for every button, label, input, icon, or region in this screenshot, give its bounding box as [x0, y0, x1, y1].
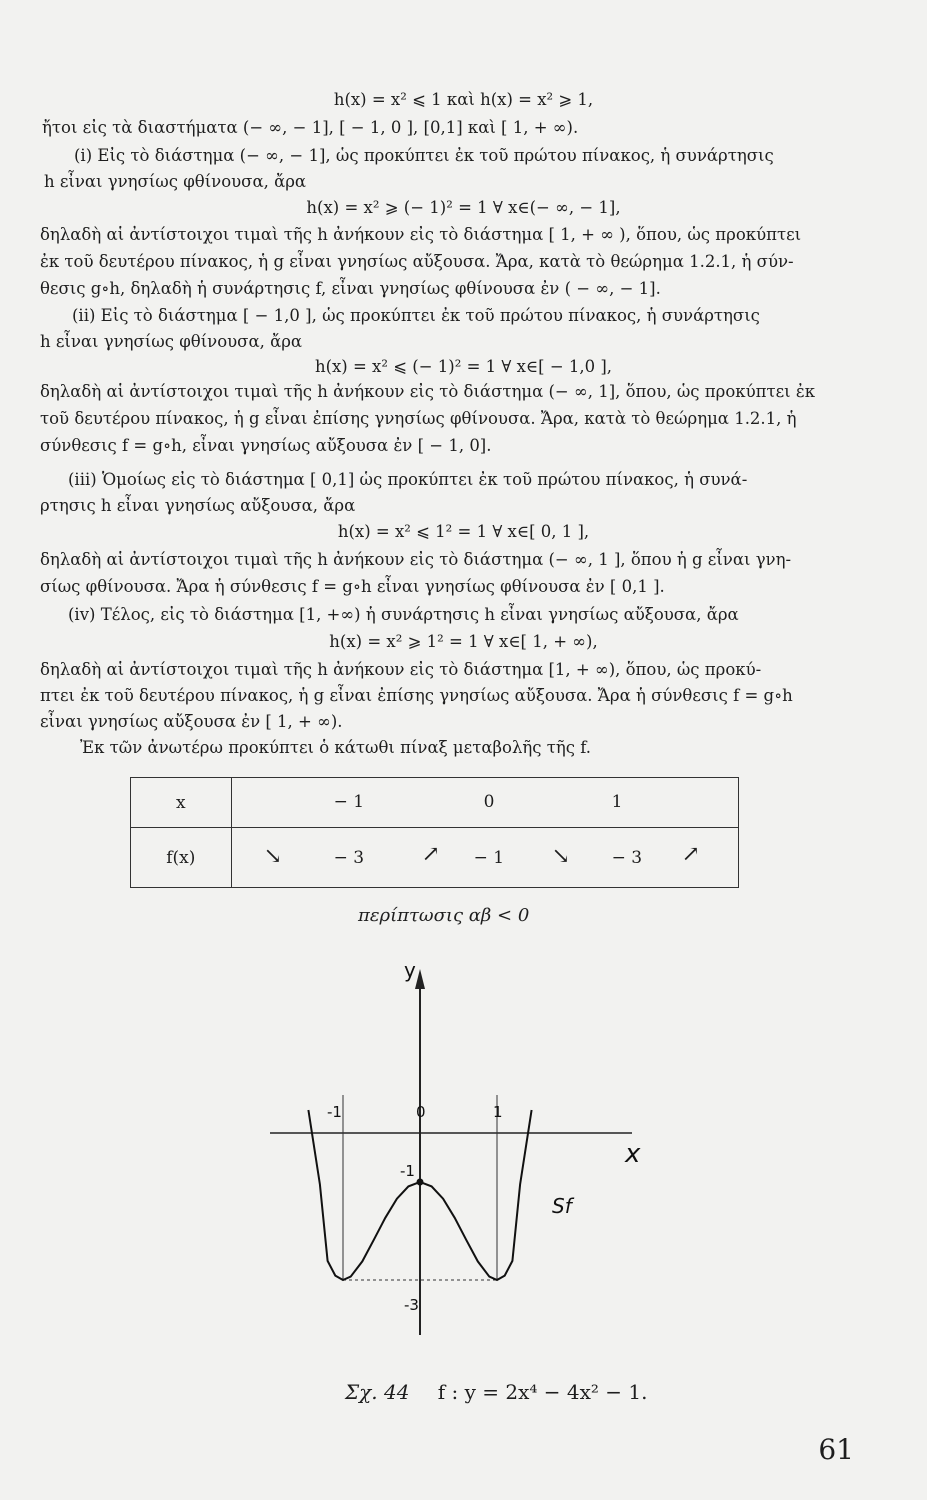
equation-line: h(x) = x² ⩾ 1² = 1 ∀ x∈[ 1, + ∞), — [329, 632, 598, 651]
text-line: h εἶναι γνησίως φθίνουσα, ἄρα — [40, 332, 303, 351]
text-line: σίως φθίνουσα. Ἄρα ἡ σύνθεσις f = g∘h εἶναι γνησίως φθίνουσα ἐν [ 0,1 ]. — [40, 577, 665, 596]
text-line: πτει ἐκ τοῦ δευτέρου πίνακος, ἡ g εἶναι ἐπίσης γνησίως αὔξουσα. Ἄρα ἡ σύνθεσις f = g∘h — [40, 686, 793, 705]
variation-table — [130, 777, 739, 888]
page-number: 61 — [818, 1433, 854, 1466]
f-values-cell — [231, 828, 738, 888]
text-line: ἐκ τοῦ δευτέρου πίνακος, ἡ g εἶναι γνησίως αὔξουσα. Ἄρα, κατὰ τὸ θεώρημα 1.2.1, ἡ σύν- — [40, 252, 794, 271]
text-line: δηλαδὴ αἱ ἀντίστοιχοι τιμαὶ τῆς h ἀνήκουν εἰς τὸ διάστημα (− ∞, 1 ], ὅπου ἡ g εἶναι γνη- — [40, 550, 792, 569]
arrow-down-icon: ↘ — [263, 844, 283, 869]
f-value-neg1: − 1 — [473, 848, 505, 868]
f-value-neg3-left: − 3 — [333, 848, 365, 868]
axes-group — [270, 969, 632, 1335]
tick-label-0: 0 — [416, 1103, 426, 1121]
arrow-up-icon: ↗ — [681, 842, 701, 867]
equation-line: h(x) = x² ⩽ 1 καὶ h(x) = x² ⩾ 1, — [333, 90, 594, 109]
text-line: δηλαδὴ αἱ ἀντίστοιχοι τιμαὶ τῆς h ἀνήκουν εἰς τὸ διάστημα [ 1, + ∞ ), ὅπου, ὡς προκύπτει — [40, 225, 802, 244]
text-line: (iv) Τέλος, εἰς τὸ διάστημα [1, +∞) ἡ συνάρτησις h εἶναι γνησίως αὔξουσα, ἄρα — [68, 605, 739, 624]
table-row-label-fx: f(x) — [131, 828, 232, 888]
equation-line: h(x) = x² ⩾ (− 1)² = 1 ∀ x∈(− ∞, − 1], — [306, 198, 621, 217]
function-graph — [240, 955, 660, 1345]
text-line: δηλαδὴ αἱ ἀντίστοιχοι τιμαὶ τῆς h ἀνήκουν εἰς τὸ διάστημα [1, + ∞), ὅπου, ὡς προκύ- — [40, 660, 762, 679]
text-line: ρτησις h εἶναι γνησίως αὔξουσα, ἄρα — [40, 496, 356, 515]
table-row-label-x: x — [131, 778, 232, 828]
tick-label-1: 1 — [493, 1103, 503, 1121]
x-values-cell — [231, 778, 738, 828]
graph-labels — [327, 958, 641, 1314]
text-line: (ii) Εἰς τὸ διάστημα [ − 1,0 ], ὡς προκύπτει ἐκ τοῦ πρώτου πίνακος, ἡ συνάρτησις — [72, 306, 760, 325]
equation-line: h(x) = x² ⩽ (− 1)² = 1 ∀ x∈[ − 1,0 ], — [314, 357, 613, 376]
equation-line: h(x) = x² ⩽ 1² = 1 ∀ x∈[ 0, 1 ], — [337, 522, 590, 541]
figure-number: Σχ. 44 — [345, 1380, 410, 1404]
x-value-0: 0 — [483, 792, 495, 812]
curve-label: Sf — [552, 1194, 572, 1218]
figure-caption — [345, 1380, 648, 1404]
text-line: δηλαδὴ αἱ ἀντίστοιχοι τιμαὶ τῆς h ἀνήκουν εἰς τὸ διάστημα (− ∞, 1], ὅπου, ὡς προκύπτει ἐκ — [40, 382, 816, 401]
arrow-down-icon: ↘ — [551, 844, 571, 869]
y-axis-label: y — [404, 958, 416, 982]
x-value-1: 1 — [611, 792, 623, 812]
tick-label-neg1: -1 — [327, 1103, 342, 1121]
y-axis-arrow — [415, 969, 425, 989]
text-line: τοῦ δευτέρου πίνακος, ἡ g εἶναι ἐπίσης γνησίως φθίνουσα. Ἄρα, κατὰ τὸ θεώρημα 1.2.1, ἡ — [40, 409, 797, 428]
text-line: σύνθεσις f = g∘h, εἶναι γνησίως αὔξουσα ἐν [ − 1, 0]. — [40, 436, 492, 455]
x-value-neg1: − 1 — [333, 792, 365, 812]
table-caption: περίπτωσις αβ < 0 — [358, 905, 530, 926]
text-line: ἤτοι εἰς τὰ διαστήματα (− ∞, − 1], [ − 1, 0 ], [0,1] καὶ [ 1, + ∞). — [42, 118, 579, 137]
text-line: (i) Εἰς τὸ διάστημα (− ∞, − 1], ὡς προκύπτει ἐκ τοῦ πρώτου πίνακος, ἡ συνάρτησις — [74, 146, 774, 165]
y-label-neg3: -3 — [404, 1296, 419, 1314]
text-line: Ἐκ τῶν ἀνωτέρω προκύπτει ὁ κάτωθι πίναξ μεταβολῆς τῆς f. — [80, 738, 592, 757]
text-line: θεσις g∘h, δηλαδὴ ἡ συνάρτησις f, εἶναι γνησίως φθίνουσα ἐν ( − ∞, − 1]. — [40, 279, 661, 298]
x-axis-label: x — [625, 1139, 641, 1169]
f-value-neg3-right: − 3 — [611, 848, 643, 868]
figure-formula: f : y = 2x⁴ − 4x² − 1. — [437, 1380, 648, 1404]
y-label-neg1: -1 — [400, 1162, 415, 1180]
arrow-up-icon: ↗ — [421, 842, 441, 867]
local-max-point — [417, 1179, 424, 1186]
text-line: εἶναι γνησίως αὔξουσα ἐν [ 1, + ∞). — [40, 712, 343, 731]
text-line: h εἶναι γνησίως φθίνουσα, ἄρα — [44, 172, 307, 191]
text-line: (iii) Ὁμοίως εἰς τὸ διάστημα [ 0,1] ὡς προκύπτει ἐκ τοῦ πρώτου πίνακος, ἡ συνά- — [68, 470, 748, 489]
